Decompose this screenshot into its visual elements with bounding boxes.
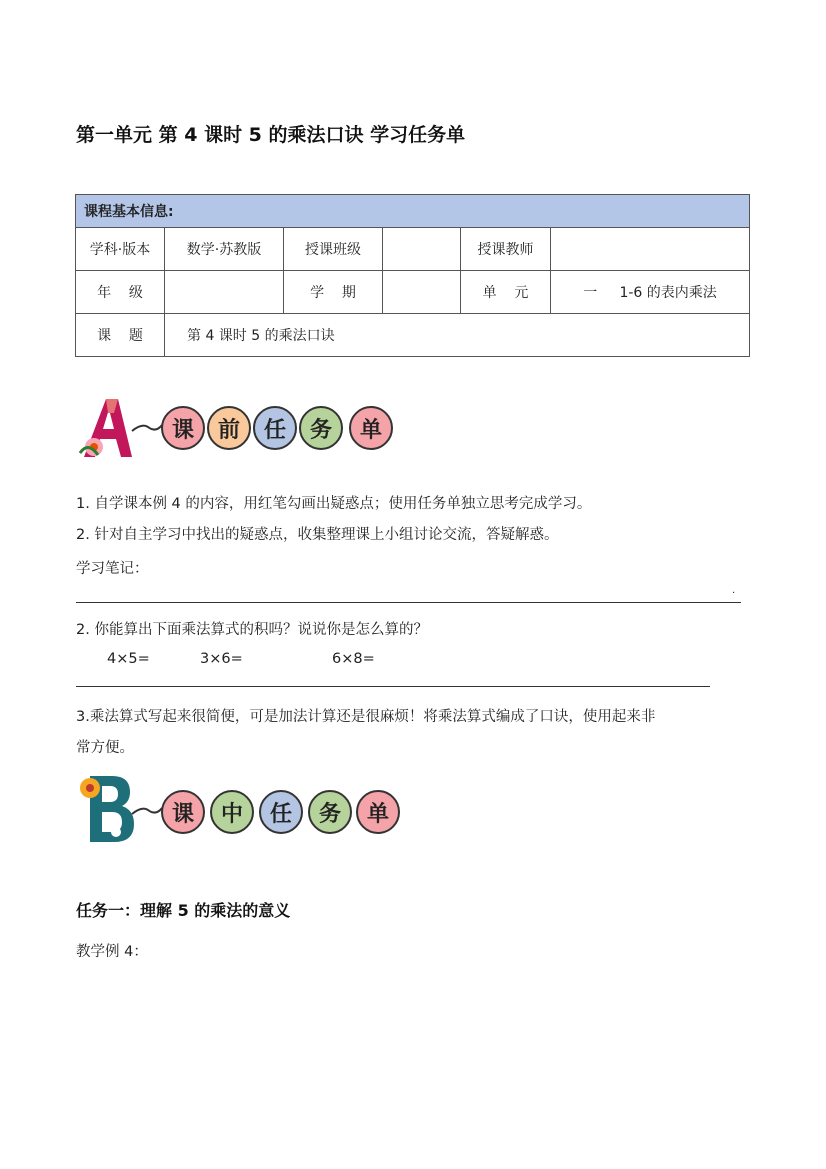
bubble-char-5: 单 bbox=[349, 406, 393, 450]
cell-teacher-label: 授课教师 bbox=[461, 228, 551, 271]
course-info-table bbox=[75, 194, 750, 357]
section-b-banner bbox=[76, 772, 411, 846]
question-3-line-2: 常方便。 bbox=[76, 740, 134, 756]
page-title: 第一单元 第 4 课时 5 的乘法口诀 学习任务单 bbox=[76, 124, 466, 146]
notes-line bbox=[76, 602, 741, 603]
cell-class-label: 授课班级 bbox=[284, 228, 383, 271]
cell-unit-label: 单 元 bbox=[461, 271, 551, 314]
question-3-line-1: 3.乘法算式写起来很简便，可是加法计算还是很麻烦！将乘法算式编成了口诀，使用起来非 bbox=[76, 709, 656, 725]
section-a-banner bbox=[76, 393, 406, 463]
bubble-char-3: 任 bbox=[253, 406, 297, 450]
expression-2: 3×6= bbox=[200, 651, 243, 667]
cell-term-value bbox=[383, 271, 461, 314]
cell-term-label: 学 期 bbox=[284, 271, 383, 314]
cell-subject-value: 数学·苏教版 bbox=[165, 228, 284, 271]
expression-1: 4×5= bbox=[107, 651, 150, 667]
cell-unit-value: 一 1-6 的表内乘法 bbox=[551, 271, 750, 314]
bubble-char-1: 课 bbox=[161, 406, 205, 450]
cell-subject-label: 学科·版本 bbox=[76, 228, 165, 271]
bubble-char-2: 中 bbox=[210, 790, 254, 834]
bubble-char-2: 前 bbox=[207, 406, 251, 450]
letter-a-icon bbox=[76, 393, 166, 463]
bubble-char-4: 务 bbox=[299, 406, 343, 450]
pre-task-item-2: 2. 针对自主学习中找出的疑惑点，收集整理课上小组讨论交流，答疑解惑。 bbox=[76, 527, 559, 543]
bubble-char-1: 课 bbox=[161, 790, 205, 834]
notes-label: 学习笔记： bbox=[76, 561, 149, 577]
example-label: 教学例 4： bbox=[76, 944, 148, 960]
pre-task-item-1: 1. 自学课本例 4 的内容，用红笔勾画出疑惑点；使用任务单独立思考完成学习。 bbox=[76, 496, 592, 512]
bubble-char-5: 单 bbox=[356, 790, 400, 834]
notes-dot: . bbox=[732, 585, 736, 596]
bubble-char-4: 务 bbox=[308, 790, 352, 834]
expression-3: 6×8= bbox=[332, 651, 375, 667]
cell-class-value bbox=[383, 228, 461, 271]
cell-grade-label: 年 级 bbox=[76, 271, 165, 314]
cell-topic-label: 课 题 bbox=[76, 314, 165, 357]
cell-topic-value: 第 4 课时 5 的乘法口诀 bbox=[165, 314, 750, 357]
letter-b-icon bbox=[76, 772, 166, 846]
task-1-heading: 任务一：理解 5 的乘法的意义 bbox=[76, 901, 291, 920]
cell-grade-value bbox=[165, 271, 284, 314]
cell-teacher-value bbox=[551, 228, 750, 271]
bubble-char-3: 任 bbox=[259, 790, 303, 834]
table-header: 课程基本信息: bbox=[76, 195, 750, 228]
question-2: 2. 你能算出下面乘法算式的积吗？说说你是怎么算的？ bbox=[76, 622, 428, 638]
answer-line bbox=[76, 686, 710, 687]
